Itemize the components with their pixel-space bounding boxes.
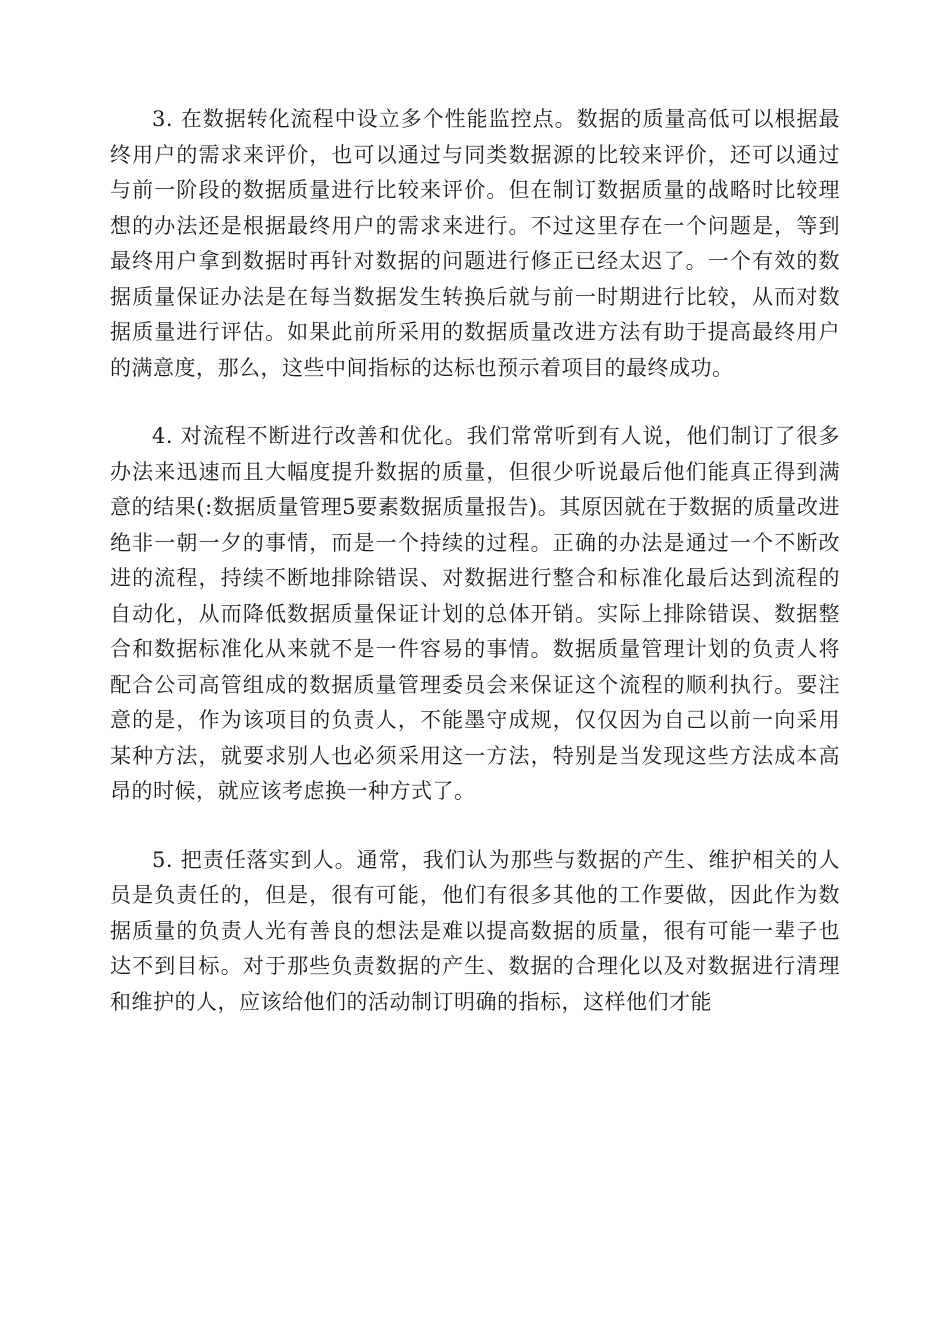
paragraph-3: 3. 在数据转化流程中设立多个性能监控点。数据的质量高低可以根据最终用户的需求来评价，也可以通过与同类数据源的比较来评价，还可以通过与前一阶段的数据质量进行比较来评价。但在制订数据质量的战略时比较理想的办法还是根据最终用户的需求来进行。不过这里存在一个问题是，等到最终用户拿到数据时再针对数据的问题进行修正已经太迟了。一个有效的数据质量保证办法是在每当数据发生转换后就与前一时期进行比较，从而对数据质量进行评估。如果此前所采用的数据质量改进方法有助于提高最终用户的满意度，那么，这些中间指标的达标也预示着项目的最终成功。: [110, 107, 840, 380]
paragraph-4: 4. 对流程不断进行改善和优化。我们常常听到有人说，他们制订了很多办法来迅速而且大幅度提升数据的质量，但很少听说最后他们能真正得到满意的结果(:数据质量管理5要素数据质量报告)。其原因就在于数据的质量改进绝非一朝一夕的事情，而是一个持续的过程。正确的办法是通过一个不断改进的流程，持续不断地排除错误、对数据进行整合和标准化最后达到流程的自动化，从而降低数据质量保证计划的总体开销。实际上排除错误、数据整合和数据标准化从来就不是一件容易的事情。数据质量管理计划的负责人将配合公司高管组成的数据质量管理委员会来保证这个流程的顺利执行。要注意的是，作为该项目的负责人，不能墨守成规，仅仅因为自己以前一向采用某种方法，就要求别人也必须采用这一方法，特别是当发现这些方法成本高昂的时候，就应该考虑换一种方式了。: [110, 424, 840, 803]
paragraph-5: 5. 把责任落实到人。通常，我们认为那些与数据的产生、维护相关的人员是负责任的，但是，很有可能，他们有很多其他的工作要做，因此作为数据质量的负责人光有善良的想法是难以提高数据的质量，很有可能一辈子也达不到目标。对于那些负责数据的产生、数据的合理化以及对数据进行清理和维护的人，应该给他们的活动制订明确的指标，这样他们才能: [110, 847, 840, 1014]
document-body: [110, 102, 840, 1053]
